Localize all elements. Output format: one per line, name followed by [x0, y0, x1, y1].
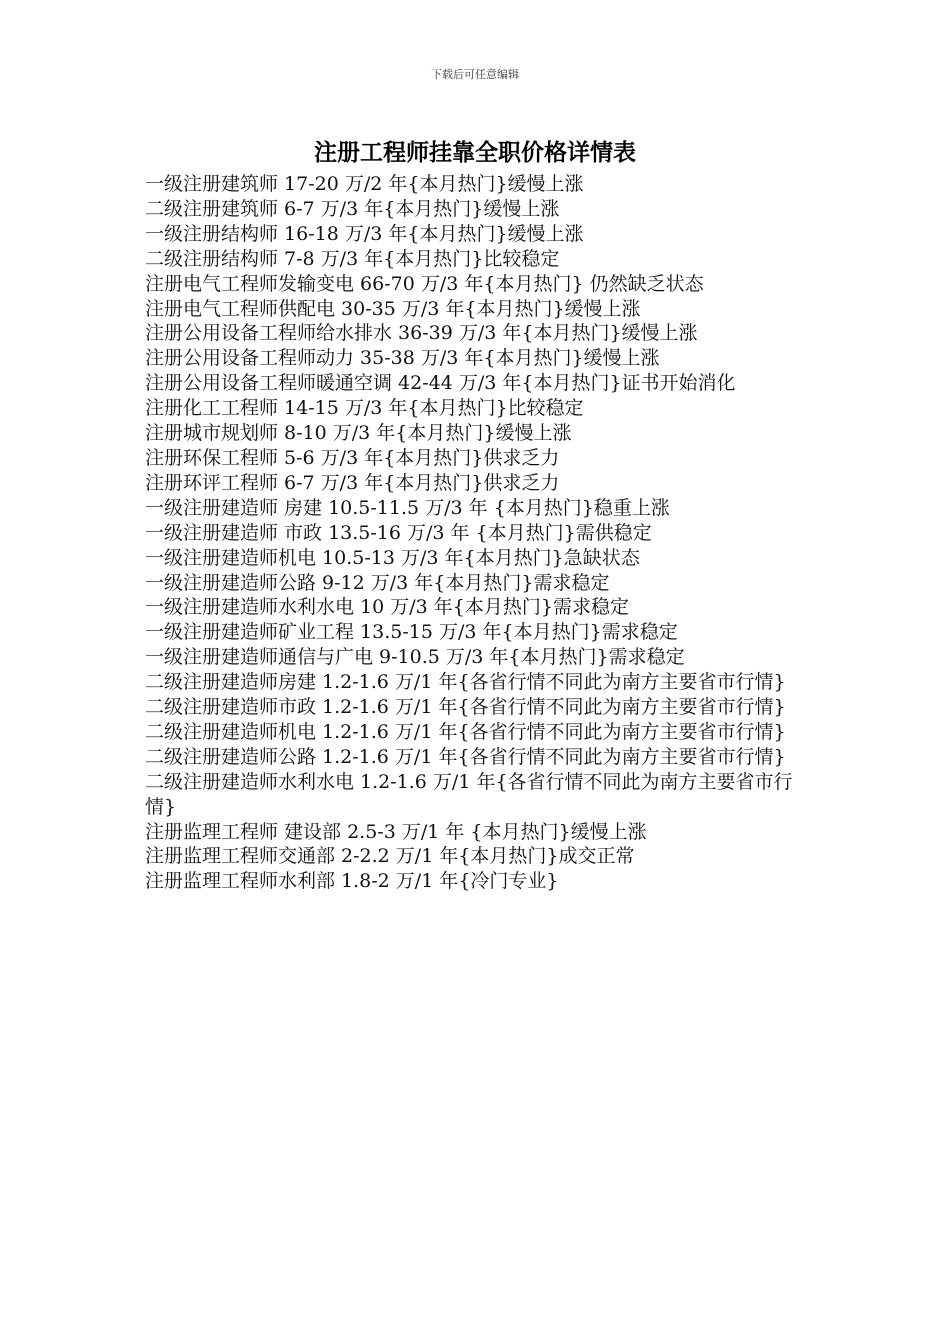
list-item: 二级注册建造师市政 1.2-1.6 万/1 年{各省行情不同此为南方主要省市行情} — [145, 696, 786, 719]
list-item: 注册监理工程师水利部 1.8-2 万/1 年{冷门专业} — [145, 870, 559, 893]
price-list — [145, 172, 815, 894]
header-note: 下载后可任意编辑 — [431, 68, 519, 81]
list-item: 一级注册建造师通信与广电 9-10.5 万/3 年{本月热门}需求稳定 — [145, 646, 685, 669]
list-item: 二级注册建造师公路 1.2-1.6 万/1 年{各省行情不同此为南方主要省市行情} — [145, 745, 786, 768]
list-item: 注册环保工程师 5-6 万/3 年{本月热门}供求乏力 — [145, 446, 560, 469]
document-title: 注册工程师挂靠全职价格详情表 — [314, 140, 636, 166]
list-item: 二级注册建筑师 6-7 万/3 年{本月热门}缓慢上涨 — [145, 197, 560, 220]
list-item: 注册电气工程师发输变电 66-70 万/3 年{本月热门} 仍然缺乏状态 — [145, 272, 704, 295]
list-item: 一级注册结构师 16-18 万/3 年{本月热门}缓慢上涨 — [145, 222, 584, 245]
list-item: 注册监理工程师 建设部 2.5-3 万/1 年 {本月热门}缓慢上涨 — [145, 820, 647, 843]
list-item: 注册监理工程师交通部 2-2.2 万/1 年{本月热门}成交正常 — [145, 845, 635, 868]
list-item: 注册环评工程师 6-7 万/3 年{本月热门}供求乏力 — [145, 471, 560, 494]
list-item: 二级注册建造师机电 1.2-1.6 万/1 年{各省行情不同此为南方主要省市行情} — [145, 720, 786, 743]
list-item: 一级注册建造师 市政 13.5-16 万/3 年 {本月热门}需供稳定 — [145, 521, 652, 544]
list-item: 一级注册建造师机电 10.5-13 万/3 年{本月热门}急缺状态 — [145, 546, 640, 569]
list-item: 注册电气工程师供配电 30-35 万/3 年{本月热门}缓慢上涨 — [145, 297, 641, 320]
list-item: 注册化工工程师 14-15 万/3 年{本月热门}比较稳定 — [145, 397, 584, 420]
list-item: 注册公用设备工程师给水排水 36-39 万/3 年{本月热门}缓慢上涨 — [145, 322, 698, 345]
list-item: 二级注册建造师房建 1.2-1.6 万/1 年{各省行情不同此为南方主要省市行情} — [145, 671, 786, 694]
list-item: 注册公用设备工程师动力 35-38 万/3 年{本月热门}缓慢上涨 — [145, 347, 660, 370]
list-item: 一级注册建造师水利水电 10 万/3 年{本月热门}需求稳定 — [145, 596, 629, 619]
list-item: 一级注册建筑师 17-20 万/2 年{本月热门}缓慢上涨 — [145, 173, 584, 195]
list-item: 注册公用设备工程师暖通空调 42-44 万/3 年{本月热门}证书开始消化 — [145, 372, 736, 395]
list-item: 二级注册建造师水利水电 1.2-1.6 万/1 年{各省行情不同此为南方主要省市行情} — [145, 770, 793, 818]
list-item: 一级注册建造师公路 9-12 万/3 年{本月热门}需求稳定 — [145, 571, 610, 594]
list-item: 一级注册建造师 房建 10.5-11.5 万/3 年 {本月热门}稳重上涨 — [145, 496, 670, 519]
list-item: 一级注册建造师矿业工程 13.5-15 万/3 年{本月热门}需求稳定 — [145, 621, 678, 644]
list-item: 注册城市规划师 8-10 万/3 年{本月热门}缓慢上涨 — [145, 422, 572, 445]
list-item: 二级注册结构师 7-8 万/3 年{本月热门}比较稳定 — [145, 247, 560, 270]
